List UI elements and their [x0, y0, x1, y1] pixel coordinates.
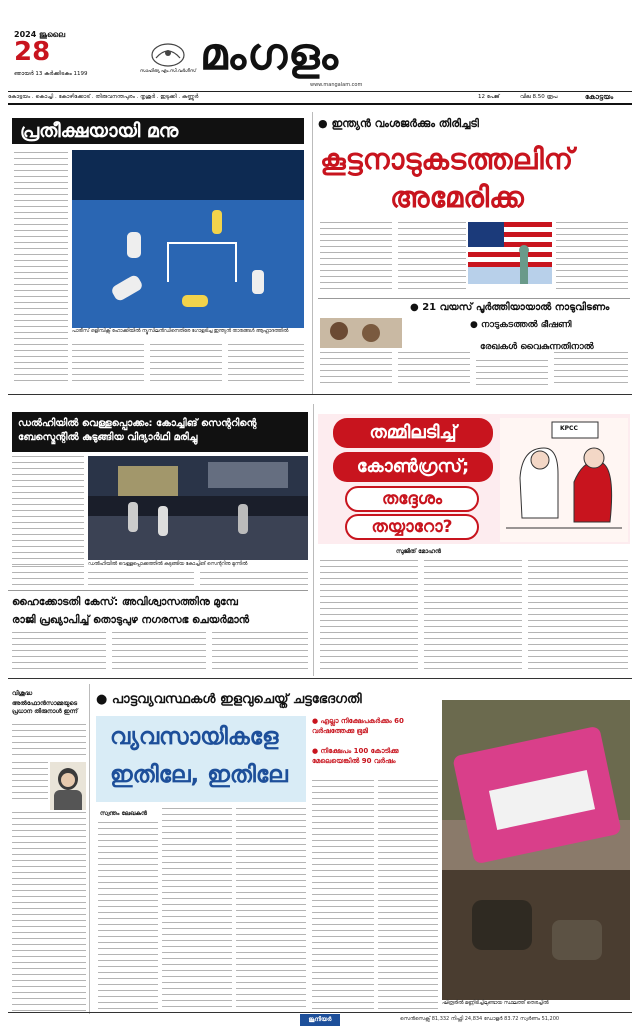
sidebar-text-1: [12, 724, 86, 760]
us-flag-photo: [468, 222, 552, 284]
farmers-text-col-5: [378, 780, 438, 1010]
coaching-headline: ഡൽഹിയിൽ വെള്ളപ്പൊക്കം: കോച്ചിങ് സെന്ററിന്റെ ബേസ്മെന്റിൽ കുടുങ്ങിയ വിദ്യാർഥി മരിച്ചു: [12, 412, 308, 452]
price-info: വില 8.50 രൂപ: [520, 94, 558, 100]
date-year: 2024 ജൂലൈ: [14, 30, 66, 39]
olympics-text-col: [14, 152, 68, 384]
masthead: [0, 0, 640, 100]
america-kicker-text: ഇന്ത്യൻ വംശജർക്കും തിരിച്ചടി: [331, 117, 479, 130]
congress-cartoon: [500, 418, 628, 542]
congress-byline: സുജിത് മോഹൻ: [396, 548, 442, 555]
highcourt-text-col-1: [12, 632, 106, 672]
farmers-headline-1: വ്യവസായികളേ: [110, 724, 279, 750]
footer-stats: സെൻസെക്സ് 81,332 നിഫ്റ്റി 24,834 ഡോളർ 83.72 സ്വർണം 51,200: [400, 1016, 560, 1022]
student-photo: [320, 318, 402, 348]
congress-headline-2: കോൺഗ്രസ്;: [333, 452, 493, 482]
farmers-headline-2: ഇതിലേ, ഇതിലേ: [110, 762, 288, 788]
cartoon-label: KPCC: [560, 425, 578, 432]
olympics-caption: പാരീസ് ഒളിമ്പിക്സ് ഹോക്കിയിൽ ന്യൂസിലൻഡിനെതിരേ ഗോളടിച്ച ഇന്ത്യൻ താരങ്ങൾ ആഹ്ലാദത്തിൽ: [72, 329, 289, 334]
highcourt-text-col-2: [112, 632, 206, 672]
date-day: 28: [14, 37, 51, 67]
america-text-col-2: [398, 222, 466, 294]
farmers-bullet-2-text: നിക്ഷേപം 100 കോടിക്കു മേലെയെങ്കിൽ 90 വർഷം: [312, 747, 399, 765]
farmers-bullet-1: ● എല്ലാ നിക്ഷേപകർക്കും 60 വർഷത്തേക്കു ഭൂമി: [312, 717, 404, 735]
emblem-text: സാഹിത്യ എം.സി.വർഗീസ്: [139, 69, 197, 74]
highcourt-headline: രാജി പ്രഖ്യാപിച്ച് തൊടുപുഴ നഗരസഭ ചെയർമാൻ: [12, 614, 250, 626]
pages-info: 12 പേജ്: [478, 94, 500, 100]
coaching-photo: [88, 456, 308, 560]
edition-city: കോട്ടയം: [585, 93, 614, 101]
farmers-kicker: ● പാട്ടവ്യവസ്ഥകൾ ഇളവുചെയ്ത് ചട്ടഭേദഗതി: [96, 692, 362, 707]
saint-photo: [50, 762, 86, 810]
congress-text-col-3: [528, 560, 628, 670]
olympics-text-col-3: [150, 344, 222, 384]
farmers-text-col-2: [162, 808, 232, 1010]
farmers-text-col-1: [98, 822, 158, 1010]
olympics-photo: [72, 150, 304, 328]
sidebar-title: വിശുദ്ധ: [12, 690, 33, 697]
congress-text-col-2: [424, 560, 522, 670]
sidebar-subtitle: അൽഫോൻസാമ്മയുടെ പ്രധാന തിരുനാൾ ഇന്ന്: [12, 700, 78, 715]
congress-headline-4: തയ്യാറോ?: [345, 514, 479, 540]
coaching-caption: ഡൽഹിയിൽ വെള്ളപ്പൊക്കത്തിൽ കുടുങ്ങിയ കോച്ചിങ് സെന്ററിനു മുന്നിൽ: [88, 562, 248, 567]
farmers-kicker-text: പാട്ടവ്യവസ്ഥകൾ ഇളവുചെയ്ത് ചട്ടഭേദഗതി: [111, 692, 362, 707]
coaching-text-col-4: [200, 572, 308, 588]
landslide-photo: [442, 700, 630, 1000]
sidebar-text-2: [12, 762, 48, 802]
age-subhead-text: നാടുകടത്തൽ ഭീഷണി: [481, 320, 572, 330]
farmers-bullet-2: ● നിക്ഷേപം 100 കോടിക്കു മേലെയെങ്കിൽ 90 വർഷം: [312, 747, 399, 765]
editions-list: കോട്ടയം . കൊച്ചി . കോഴിക്കോട് . തിരുവനന്തപുരം . തൃശൂർ . ഇടുക്കി . കണ്ണൂർ: [8, 94, 199, 100]
age-text-col-1: [320, 352, 392, 388]
congress-headline-1: തമ്മിലടിച്ച്: [333, 418, 493, 448]
age-text-col-3: [476, 360, 548, 388]
olympics-text-col-2: [72, 344, 144, 384]
olympics-text-col-4: [228, 344, 304, 384]
masthead-logo: മംഗളം: [200, 29, 339, 80]
footer-logo: ജൂനിയർ: [300, 1014, 340, 1026]
website: www.mangalam.com: [310, 82, 363, 88]
america-headline-1: കൂട്ടനാടുകടത്തലിന്: [320, 142, 574, 176]
farmers-text-col-4: [312, 780, 374, 1010]
farmers-text-col-3: [236, 808, 306, 1010]
age-text-col-2: [398, 352, 470, 388]
issue-info: ഞായർ 13 കർക്കിടകം 1199: [14, 71, 88, 77]
america-kicker: ● ഇന്ത്യൻ വംശജർക്കും തിരിച്ചടി: [318, 117, 479, 130]
emblem-icon: [148, 42, 188, 68]
landslide-caption: ഷിരൂരിൽ മണ്ണിടിച്ചിലുണ്ടായ സ്ഥലത്ത് തെരച്ചിൽ: [442, 1001, 549, 1006]
sidebar-text-3: [12, 812, 86, 1012]
age-subhead-2: രേഖകൾ വൈകുന്നതിനാൽ: [480, 342, 594, 352]
america-headline-2: അമേരിക്ക: [390, 180, 524, 214]
highcourt-text-col-3: [212, 632, 308, 672]
coaching-text-col-3: [88, 572, 194, 588]
age-subhead: ● നാടുകടത്തൽ ഭീഷണി: [470, 320, 572, 330]
farmers-byline: സ്വന്തം ലേഖകൻ: [100, 810, 147, 817]
farmers-bullet-1-text: എല്ലാ നിക്ഷേപകർക്കും 60 വർഷത്തേക്കു ഭൂമി: [312, 717, 404, 735]
america-text-col-3: [556, 222, 628, 294]
highcourt-kicker: ഹൈക്കോടതി കേസ്: അവിശ്വാസത്തിനു മുമ്പേ: [12, 596, 238, 608]
coaching-text-col-2: [12, 566, 84, 588]
coaching-text-col-1: [12, 456, 84, 566]
age-kicker: ● 21 വയസ് പൂർത്തിയായാൽ നാടുവിടണം: [410, 302, 610, 313]
age-text-col-4: [554, 352, 628, 388]
congress-headline-3: തദ്ദേശം: [345, 486, 479, 512]
america-text-col-1: [320, 222, 392, 294]
age-kicker-text: 21 വയസ് പൂർത്തിയായാൽ നാടുവിടണം: [422, 302, 610, 313]
congress-text-col-1: [320, 560, 418, 670]
olympics-heading: പ്രതീക്ഷയായി മനു: [12, 118, 304, 144]
